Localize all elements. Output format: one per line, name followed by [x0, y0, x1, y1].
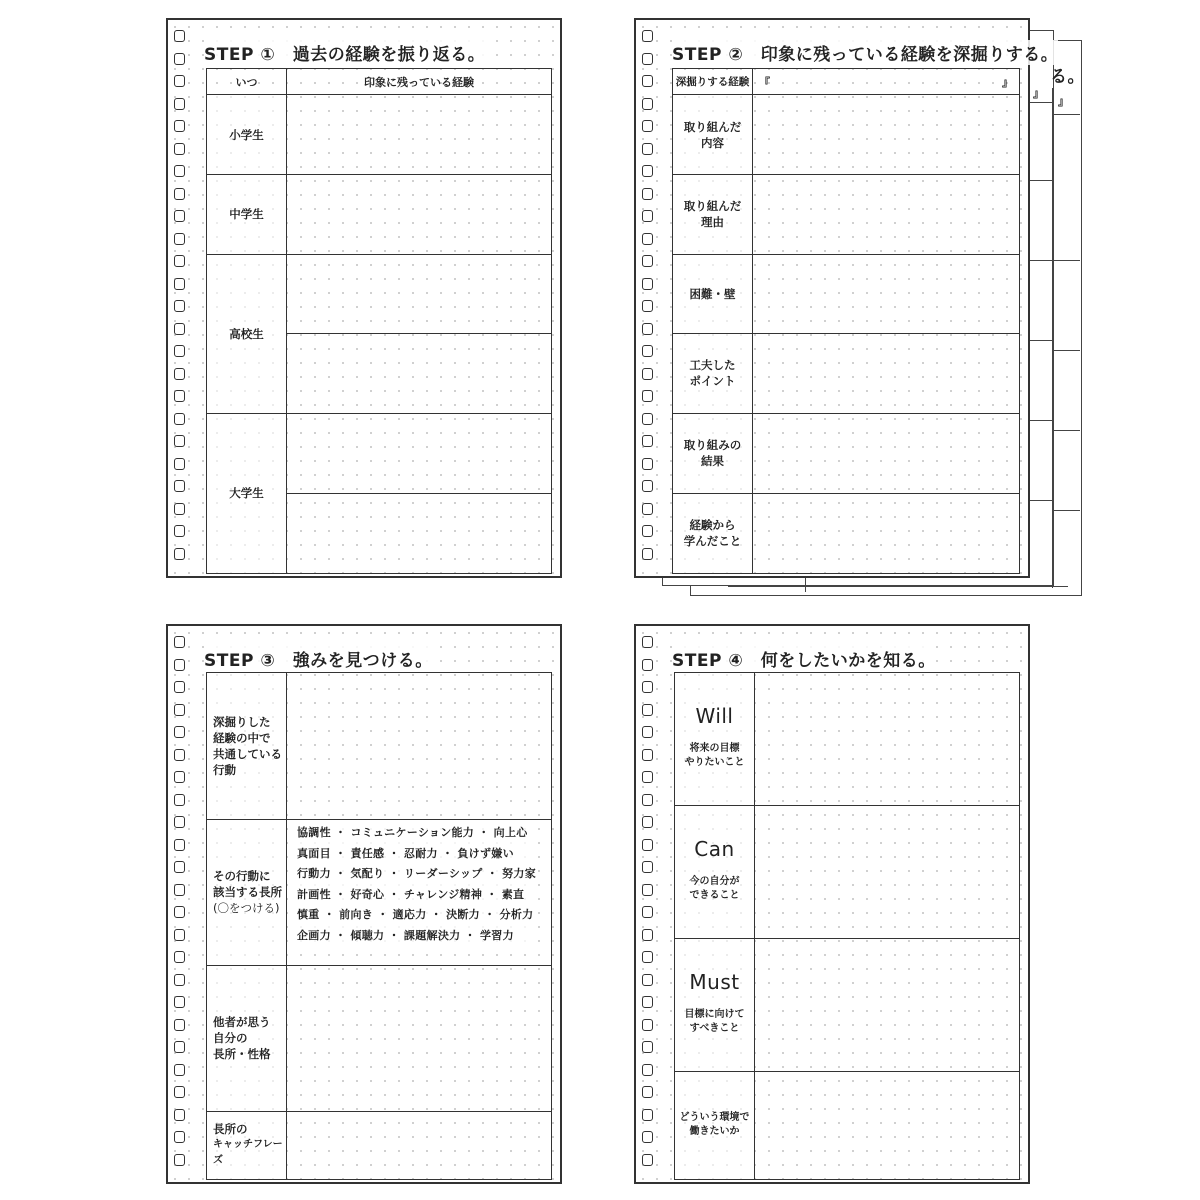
binder-hole [174, 749, 185, 761]
must-heading: Must [689, 969, 740, 994]
back-sheet-bracket: 』 [1058, 95, 1069, 108]
binder-hole [642, 300, 653, 312]
binder-hole [642, 771, 653, 783]
binder-hole [174, 929, 185, 941]
binder-hole [174, 996, 185, 1008]
binder-hole [174, 839, 185, 851]
binder-hole [642, 794, 653, 806]
binder-holes [642, 636, 654, 1176]
binder-hole [642, 53, 653, 65]
binder-hole [174, 704, 185, 716]
row-label-common-behavior: 深掘りした 経験の中で 共通している 行動 [207, 673, 287, 819]
binder-hole [174, 1109, 185, 1121]
binder-hole [174, 525, 185, 537]
divider [207, 1111, 551, 1112]
header-experience: 印象に残っている経験 [287, 69, 551, 95]
binder-hole [642, 1019, 653, 1031]
binder-hole [174, 188, 185, 200]
binder-hole [642, 929, 653, 941]
row-label-high-school: 高校生 [207, 254, 287, 413]
binder-hole [642, 636, 653, 648]
binder-hole [174, 120, 185, 132]
binder-hole [642, 974, 653, 986]
middle-sheet-lines [1028, 70, 1054, 580]
strengths-list [297, 823, 536, 947]
divider [207, 965, 551, 966]
binder-hole [174, 503, 185, 515]
binder-hole [174, 636, 185, 648]
binder-hole [174, 98, 185, 110]
binder-hole [642, 1086, 653, 1098]
binder-hole [174, 390, 185, 402]
strengths-line[interactable]: 真面目 ・ 責任感 ・ 忍耐力 ・ 負けず嫌い [297, 846, 514, 860]
binder-hole [642, 210, 653, 222]
row-label-elementary: 小学生 [207, 95, 287, 174]
binder-hole [642, 98, 653, 110]
back-sheet-title-fragment: る。 [1050, 67, 1085, 87]
binder-hole [642, 345, 653, 357]
step2-title: STEP ② 印象に残っている経験を深掘りする。 [672, 40, 1058, 65]
binder-hole [174, 233, 185, 245]
divider [673, 333, 1019, 334]
binder-hole [174, 861, 185, 873]
step2-table [672, 68, 1020, 574]
binder-hole [642, 749, 653, 761]
binder-hole [174, 255, 185, 267]
binder-hole [642, 1041, 653, 1053]
worksheet-step1 [166, 18, 562, 578]
binder-hole [174, 143, 185, 155]
binder-hole [174, 951, 185, 963]
row-label-result: 取り組みの 結果 [673, 413, 753, 493]
binder-hole [174, 681, 185, 693]
binder-hole [642, 704, 653, 716]
row-label-must: Must 目標に向けて すべきこと [675, 938, 755, 1071]
strengths-line[interactable]: 慎重 ・ 前向き ・ 適応力 ・ 決断力 ・ 分析力 [297, 908, 534, 922]
binder-hole [174, 816, 185, 828]
divider [675, 1071, 1019, 1072]
binder-hole [174, 771, 185, 783]
binder-hole [174, 1019, 185, 1031]
row-label-learned: 経験から 学んだこと [673, 493, 753, 573]
row-label-difficulty: 困難・壁 [673, 254, 753, 333]
binder-hole [174, 368, 185, 380]
header-bracket-field[interactable] [753, 69, 1019, 95]
binder-hole [174, 794, 185, 806]
binder-hole [642, 1154, 653, 1166]
binder-hole [642, 681, 653, 693]
binder-hole [642, 75, 653, 87]
binder-hole [642, 996, 653, 1008]
step1-table [206, 68, 552, 574]
binder-hole [642, 503, 653, 515]
binder-holes [174, 636, 186, 1176]
binder-hole [174, 1041, 185, 1053]
divider [673, 493, 1019, 494]
divider [207, 174, 551, 175]
binder-hole [642, 906, 653, 918]
binder-hole [642, 548, 653, 560]
binder-hole [642, 480, 653, 492]
binder-holes [642, 30, 654, 570]
binder-hole [174, 210, 185, 222]
header-when: いつ [207, 69, 287, 95]
binder-hole [642, 368, 653, 380]
strengths-line[interactable]: 行動力 ・ 気配り ・ リーダーシップ ・ 努力家 [297, 867, 537, 881]
back-sheet-bracket: 』 [1033, 87, 1044, 100]
binder-hole [174, 884, 185, 896]
row-label-junior-high: 中学生 [207, 174, 287, 254]
binder-hole [642, 30, 653, 42]
row-label-matching-strengths: その行動に 該当する長所 (〇をつける) [207, 819, 287, 965]
bracket-close: 』 [1002, 75, 1013, 89]
binder-hole [642, 458, 653, 470]
binder-hole [174, 974, 185, 986]
worksheet-step4 [634, 624, 1030, 1184]
binder-hole [642, 884, 653, 896]
row-label-ingenuity: 工夫した ポイント [673, 333, 753, 413]
binder-hole [642, 278, 653, 290]
binder-hole [642, 1109, 653, 1121]
can-heading: Can [694, 836, 735, 861]
binder-hole [174, 1154, 185, 1166]
binder-hole [642, 120, 653, 132]
row-label-reason: 取り組んだ 理由 [673, 174, 753, 254]
binder-hole [642, 1131, 653, 1143]
binder-hole [642, 726, 653, 738]
step4-title: STEP ④ 何をしたいかを知る。 [672, 646, 936, 671]
binder-hole [174, 323, 185, 335]
worksheet-step2 [634, 18, 1059, 578]
binder-hole [642, 816, 653, 828]
binder-hole [642, 143, 653, 155]
binder-hole [174, 30, 185, 42]
strengths-line[interactable]: 企画力 ・ 傾聴力 ・ 課題解決力 ・ 学習力 [297, 928, 514, 942]
binder-hole [174, 75, 185, 87]
divider [675, 938, 1019, 939]
bracket-open: 『 [759, 75, 770, 89]
binder-hole [174, 726, 185, 738]
binder-hole [174, 458, 185, 470]
divider [287, 333, 551, 334]
row-label-catchphrase: 長所の キャッチフレーズ [207, 1111, 287, 1179]
binder-hole [642, 188, 653, 200]
header-deep-dive: 深掘りする経験 [673, 69, 753, 95]
back-sheet-lines [1052, 88, 1080, 588]
row-label-environment: どういう環境で 働きたいか [675, 1071, 755, 1179]
divider [207, 819, 551, 820]
will-heading: Will [695, 704, 734, 728]
binder-hole [642, 839, 653, 851]
row-label-others-view: 他者が思う 自分の 長所・性格 [207, 965, 287, 1111]
binder-hole [642, 951, 653, 963]
binder-hole [642, 233, 653, 245]
divider [675, 805, 1019, 806]
binder-hole [174, 300, 185, 312]
row-label-university: 大学生 [207, 413, 287, 573]
divider [207, 413, 551, 414]
divider [287, 493, 551, 494]
binder-hole [642, 255, 653, 267]
binder-hole [174, 413, 185, 425]
binder-hole [174, 435, 185, 447]
divider [673, 174, 1019, 175]
binder-hole [642, 861, 653, 873]
step3-table [206, 672, 552, 1180]
binder-hole [174, 548, 185, 560]
binder-hole [174, 1064, 185, 1076]
binder-hole [174, 345, 185, 357]
binder-hole [174, 165, 185, 177]
step3-title: STEP ③ 強みを見つける。 [204, 646, 433, 671]
stack-bottom-lines [700, 578, 1080, 592]
step1-title: STEP ① 過去の経験を振り返る。 [204, 40, 485, 65]
binder-hole [174, 480, 185, 492]
strengths-line[interactable]: 協調性 ・ コミュニケーション能力 ・ 向上心 [297, 826, 528, 839]
binder-hole [174, 1086, 185, 1098]
step4-table [674, 672, 1020, 1180]
binder-hole [642, 413, 653, 425]
divider [673, 413, 1019, 414]
binder-hole [642, 323, 653, 335]
binder-hole [642, 165, 653, 177]
binder-hole [642, 525, 653, 537]
row-label-can: Can 今の自分が できること [675, 805, 755, 938]
binder-hole [642, 1064, 653, 1076]
worksheet-step3 [166, 624, 562, 1184]
binder-hole [174, 906, 185, 918]
strengths-line[interactable]: 計画性 ・ 好奇心 ・ チャレンジ精神 ・ 素直 [297, 887, 525, 901]
row-label-content: 取り組んだ 内容 [673, 95, 753, 174]
divider [673, 254, 1019, 255]
binder-hole [642, 390, 653, 402]
binder-hole [174, 53, 185, 65]
divider [207, 254, 551, 255]
row-label-will: Will 将来の目標 やりたいこと [675, 673, 755, 805]
binder-hole [174, 659, 185, 671]
binder-hole [642, 435, 653, 447]
binder-holes [174, 30, 186, 570]
binder-hole [642, 659, 653, 671]
binder-hole [174, 278, 185, 290]
binder-hole [174, 1131, 185, 1143]
